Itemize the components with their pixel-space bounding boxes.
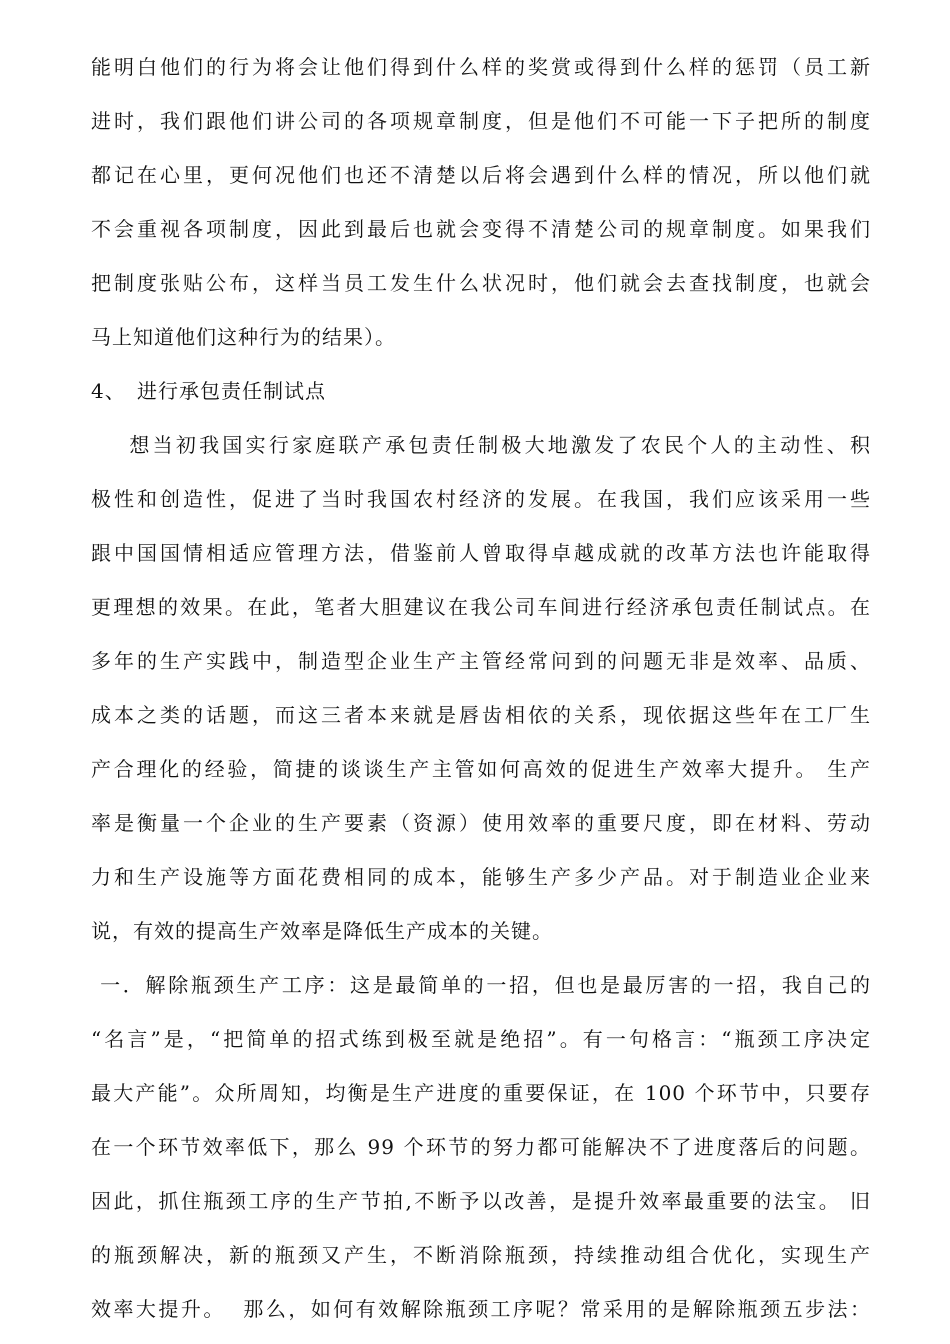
body-text-line: 多年的生产实践中，制造型企业生产主管经常问到的问题无非是效率、品质、: [91, 649, 871, 673]
body-text-line: 成本之类的话题，而这三者本来就是唇齿相依的关系，现依据这些年在工厂生: [91, 703, 871, 727]
body-text-line: 在一个环节效率低下，那么 99 个环节的努力都可能解决不了进度落后的问题。: [91, 1135, 871, 1159]
body-text-line: 说，有效的提高生产效率是降低生产成本的关键。: [91, 919, 553, 943]
body-text-line: 最大产能”。众所周知，均衡是生产进度的重要保证，在 100 个环节中，只要存: [91, 1081, 871, 1105]
body-text-line: 极性和创造性，促进了当时我国农村经济的发展。在我国，我们应该采用一些: [91, 487, 871, 511]
body-text-line: 想当初我国实行家庭联产承包责任制极大地激发了农民个人的主动性、积: [91, 433, 871, 457]
body-text-line: 进时，我们跟他们讲公司的各项规章制度，但是他们不可能一下子把所的制度: [91, 109, 871, 133]
body-text-line: 把制度张贴公布，这样当员工发生什么状况时，他们就会去查找制度，也就会: [91, 271, 871, 295]
body-text-line: 跟中国国情相适应管理方法，借鉴前人曾取得卓越成就的改革方法也许能取得: [91, 541, 871, 565]
section-number: 4、: [91, 379, 126, 403]
body-text-line: 因此，抓住瓶颈工序的生产节拍,不断予以改善，是提升效率最重要的法宝。 旧: [91, 1189, 871, 1213]
section-heading: [91, 364, 871, 418]
body-text-line: 效率大提升。 那么，如何有效解除瓶颈工序呢？常采用的是解除瓶颈五步法：: [91, 1297, 871, 1321]
body-text-line: “名言”是，“把简单的招式练到极至就是绝招”。有一句格言：“瓶颈工序决定: [91, 1027, 871, 1051]
body-text-line: 力和生产设施等方面花费相同的成本，能够生产多少产品。对于制造业企业来: [91, 865, 871, 889]
body-text-line: 都记在心里，更何况他们也还不清楚以后将会遇到什么样的情况，所以他们就: [91, 163, 871, 187]
body-text-line: 产合理化的经验，简捷的谈谈生产主管如何高效的促进生产效率大提升。 生产: [91, 757, 871, 781]
body-text-line: 更理想的效果。在此，笔者大胆建议在我公司车间进行经济承包责任制试点。在: [91, 595, 871, 619]
body-text-line: 马上知道他们这种行为的结果）。: [91, 325, 396, 349]
body-text-line: 率是衡量一个企业的生产要素（资源）使用效率的重要尺度，即在材料、劳动: [91, 811, 871, 835]
body-text-line: 一．解除瓶颈生产工序：这是最简单的一招，但也是最厉害的一招，我自己的: [91, 973, 871, 997]
body-text-line: 的瓶颈解决，新的瓶颈又产生，不断消除瓶颈，持续推动组合优化，实现生产: [91, 1243, 871, 1267]
body-text-line: 能明白他们的行为将会让他们得到什么样的奖赏或得到什么样的惩罚（员工新: [91, 55, 871, 79]
section-title: 进行承包责任制试点: [137, 379, 326, 403]
body-text-line: 不会重视各项制度，因此到最后也就会变得不清楚公司的规章制度。如果我们: [91, 217, 871, 241]
